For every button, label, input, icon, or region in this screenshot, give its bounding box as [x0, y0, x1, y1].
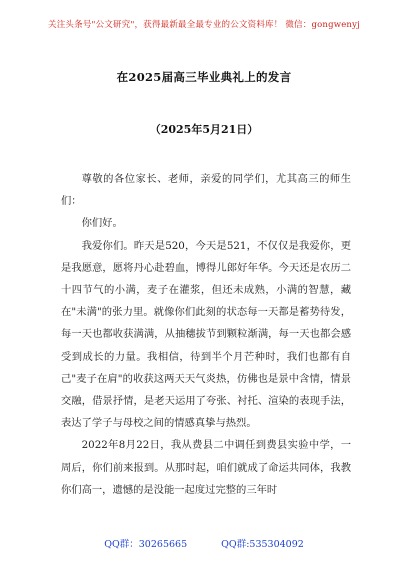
- qq-group-2: QQ群:535304092: [221, 539, 304, 550]
- paragraph-greeting: 你们好。: [81, 217, 123, 230]
- header-note: 关注头条号"公文研究"，获得最新最全最专业的公文资料库！ 微信：gongwenyj: [48, 20, 360, 30]
- document-date: （2025年5月21日）: [149, 123, 259, 136]
- document-title: 在2025届高三毕业典礼上的发言: [116, 70, 292, 84]
- qq-group-1: QQ群：30265665: [104, 539, 188, 550]
- paragraph-history: 2022年8月22日，我从费县二中调任到费县实验中学，一周后，你们前来报到。从那时起，咱们就成了命运共同体，我教你们高一，遗憾的是没能一起度过完整的三年时: [61, 439, 351, 496]
- footer-qq-groups: [0, 536, 408, 550]
- paragraph-main: 我爱你们。昨天是520，今天是521，不仅仅是我爱你，更是我愿意，愿将丹心赴碧血，博得儿郎好年华。今天还是农历二十四节气的小满，麦子在灌浆，但还未成熟，小满的智慧，藏在"未满"的张力里。就像你们此刻的状态每一天都是蓄势待发，每一天也都收获满满，从抽穗拔节到颗粒渐满，每一天也都会感受到成长的力量。我相信，待到半个月芒种时，我们也都有自己"麦子在肩"的收获这两天天气炎热，仿佛也是景中含情，情景交融，借景抒情，是老天运用了夸张、衬托、渲染的表现手法，表达了学子与母校之间的情感真挚与热烈。: [61, 239, 351, 430]
- document-body: [61, 168, 351, 501]
- paragraph-salutation: 尊敬的各位家长、老师，亲爱的同学们，尤其高三的师生们：: [61, 173, 351, 208]
